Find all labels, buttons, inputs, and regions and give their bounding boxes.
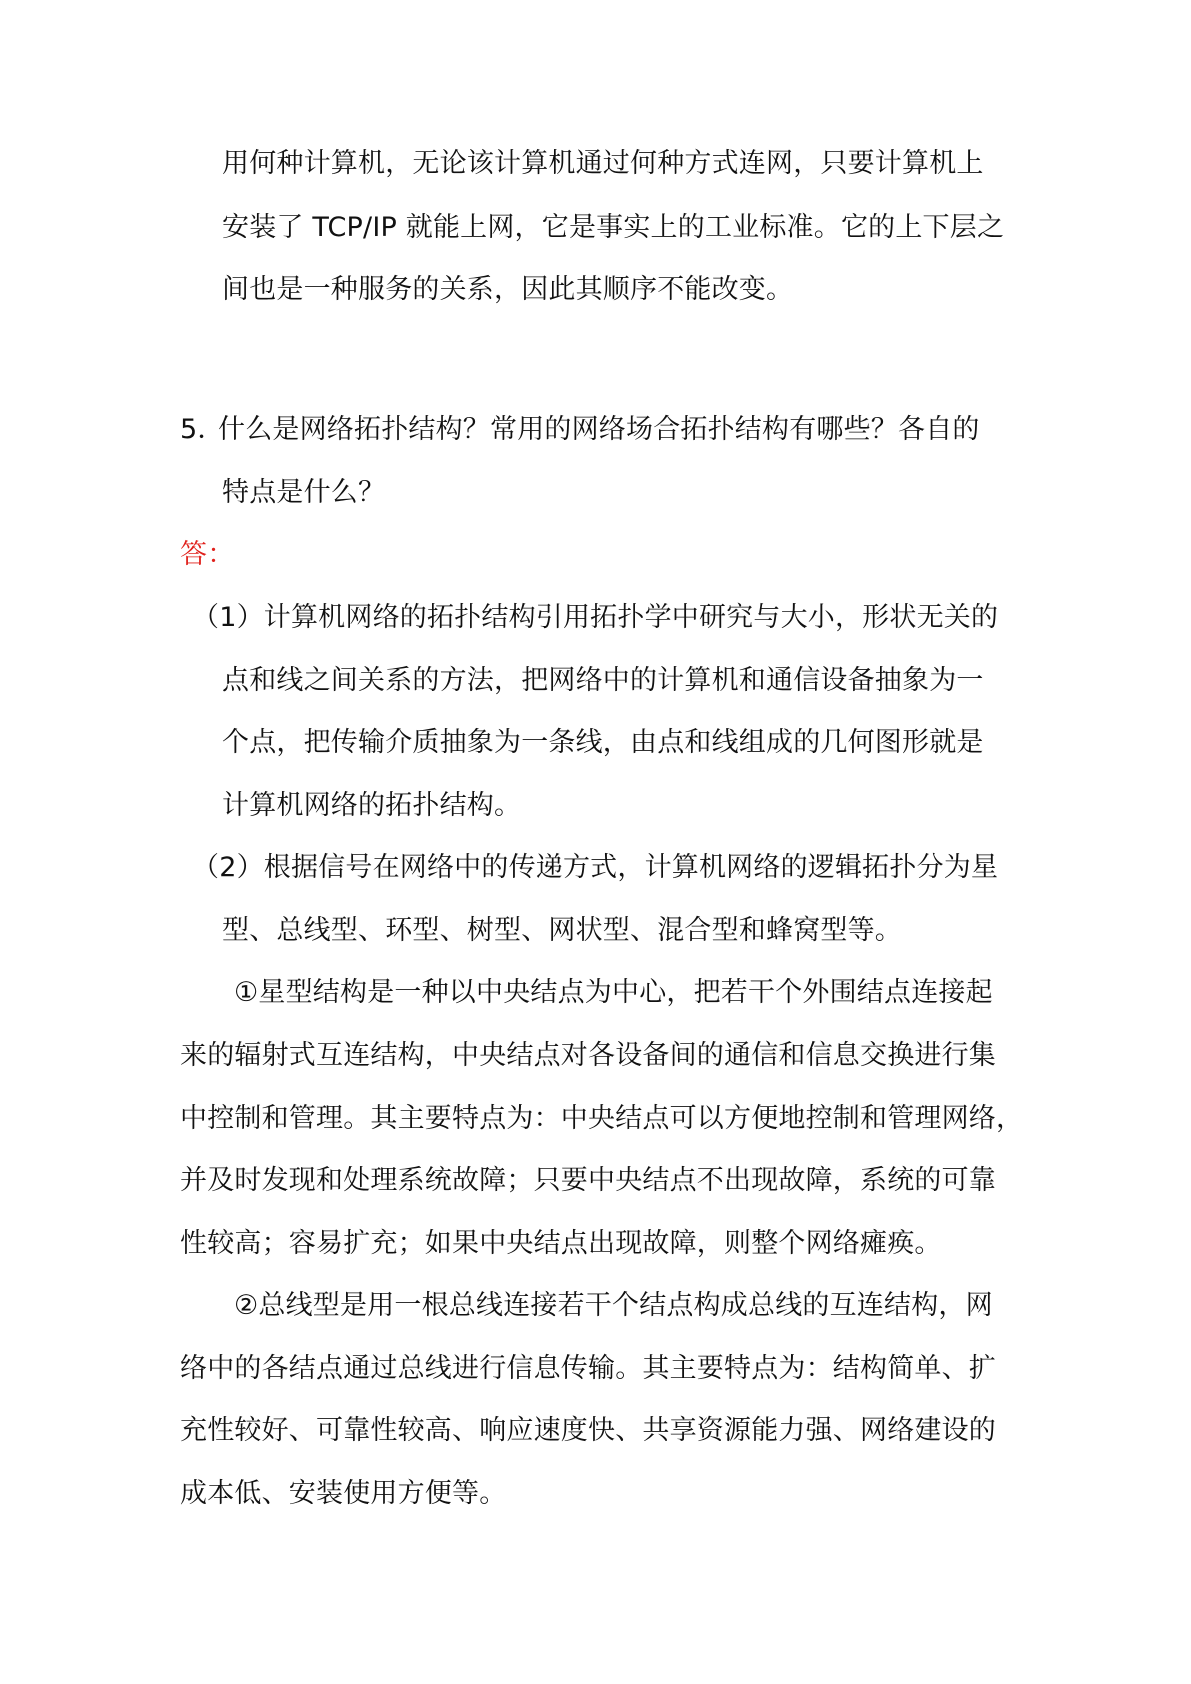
answer-part2-line: 型、总线型、环型、树型、网状型、混合型和蜂窝型等。 [222, 915, 902, 946]
star-topology-line: ①星型结构是一种以中央结点为中心，把若干个外围结点连接起 [234, 977, 993, 1008]
intro-line: 间也是一种服务的关系，因此其顺序不能改变。 [222, 274, 794, 305]
question-text: 什么是网络拓扑结构？常用的网络场合拓扑结构有哪些？各自的 [218, 414, 980, 445]
answer-label: 答： [180, 539, 235, 570]
answer-part1-line: （1）计算机网络的拓扑结构引用拓扑学中研究与大小，形状无关的 [192, 602, 999, 633]
intro-line: 用何种计算机，无论该计算机通过何种方式连网，只要计算机上 [222, 148, 984, 179]
answer-part2-line: （2）根据信号在网络中的传递方式，计算机网络的逻辑拓扑分为星 [192, 852, 999, 883]
answer-part1-line: 点和线之间关系的方法，把网络中的计算机和通信设备抽象为一 [222, 665, 984, 696]
star-topology-line: 性较高；容易扩充；如果中央结点出现故障，则整个网络瘫痪。 [180, 1228, 942, 1259]
star-topology-line: 来的辐射式互连结构，中央结点对各设备间的通信和信息交换进行集 [180, 1040, 996, 1071]
star-topology-line: 中控制和管理。其主要特点为：中央结点可以方便地控制和管理网络， [180, 1103, 1024, 1134]
question-heading [180, 412, 980, 448]
answer-part1-line: 个点，把传输介质抽象为一条线，由点和线组成的几何图形就是 [222, 727, 984, 758]
question-number: 5． [180, 414, 225, 445]
answer-part1-line: 计算机网络的拓扑结构。 [222, 790, 522, 821]
star-topology-line: 并及时发现和处理系统故障；只要中央结点不出现故障，系统的可靠 [180, 1165, 996, 1196]
bus-topology-line: 充性较好、可靠性较高、响应速度快、共享资源能力强、网络建设的 [180, 1415, 996, 1446]
bus-topology-line: 络中的各结点通过总线进行信息传输。其主要特点为：结构简单、扩 [180, 1353, 996, 1384]
bus-topology-line: 成本低、安装使用方便等。 [180, 1478, 507, 1509]
question-text-continued: 特点是什么？ [222, 477, 386, 508]
intro-line: 安装了 TCP/IP 就能上网，它是事实上的工业标准。它的上下层之 [222, 212, 1005, 243]
bus-topology-line: ②总线型是用一根总线连接若干个结点构成总线的互连结构，网 [234, 1290, 993, 1321]
